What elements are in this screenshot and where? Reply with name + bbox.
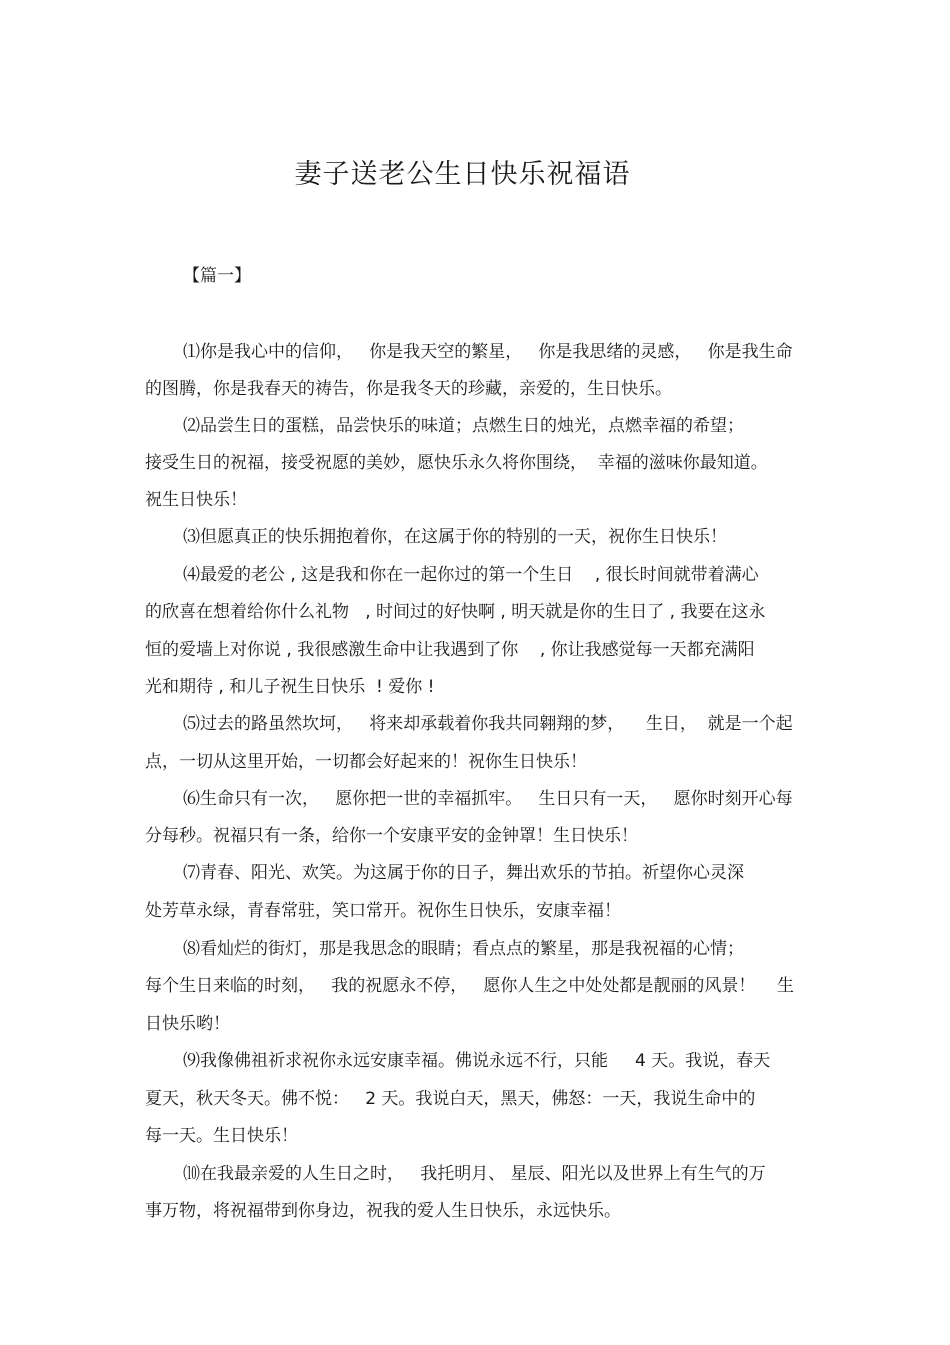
section-label: 【篇一】 bbox=[183, 266, 251, 286]
blessing-1-line-2: 的图腾，你是我春天的祷告，你是我冬天的珍藏，亲爱的，生日快乐。 bbox=[145, 379, 672, 399]
blessing-6-line-1: ⑹生命只有一次， 愿你把一世的幸福抓牢。 生日只有一天， 愿你时刻开心每 bbox=[183, 789, 793, 809]
blessing-2-line-2: 接受生日的祝福，接受祝愿的美妙，愿快乐永久将你围绕， 幸福的滋味你最知道。 bbox=[145, 453, 768, 473]
blessing-4-line-2: 的欣喜在想着给你什么礼物 , 时间过的好快啊 , 明天就是你的生日了 , 我要在这永 bbox=[145, 602, 766, 622]
blessing-5-line-2: 点，一切从这里开始，一切都会好起来的！祝你生日快乐！ bbox=[145, 752, 587, 772]
blessing-4-line-4: 光和期待 , 和儿子祝生日快乐 ! 爱你 ! bbox=[145, 677, 435, 697]
blessing-7-line-2: 处芳草永绿，青春常驻，笑口常开。祝你生日快乐，安康幸福！ bbox=[145, 901, 621, 921]
blessing-2-line-1: ⑵品尝生日的蛋糕，品尝快乐的味道；点燃生日的烛光，点燃幸福的希望； bbox=[183, 416, 744, 436]
blessing-9-line-2: 夏天，秋天冬天。佛不悦： 2 天。我说白天，黑天，佛怒：一天，我说生命中的 bbox=[145, 1089, 756, 1109]
blessing-2-line-3: 祝生日快乐！ bbox=[145, 490, 247, 510]
blessing-8-line-1: ⑻看灿烂的街灯，那是我思念的眼睛；看点点的繁星，那是我祝福的心情； bbox=[183, 939, 744, 959]
blessing-8-line-2: 每个生日来临的时刻， 我的祝愿永不停， 愿你人生之中处处都是靓丽的风景！ 生 bbox=[145, 976, 795, 996]
blessing-9-line-1: ⑼我像佛祖祈求祝你永远安康幸福。佛说永远不行，只能 4 天。我说，春天 bbox=[183, 1051, 771, 1071]
blessing-7-line-1: ⑺青春、阳光、欢笑。为这属于你的日子，舞出欢乐的节拍。祈望你心灵深 bbox=[183, 863, 744, 883]
blessing-3-line-1: ⑶但愿真正的快乐拥抱着你，在这属于你的特别的一天，祝你生日快乐！ bbox=[183, 527, 727, 547]
blessing-6-line-2: 分每秒。祝福只有一条，给你一个安康平安的金钟罩！生日快乐！ bbox=[145, 826, 638, 846]
blessing-10-line-1: ⑽在我最亲爱的人生日之时， 我托明月、 星辰、阳光以及世界上有生气的万 bbox=[183, 1164, 766, 1184]
blessing-5-line-1: ⑸过去的路虽然坎坷， 将来却承载着你我共同翱翔的梦， 生日， 就是一个起 bbox=[183, 714, 793, 734]
blessing-8-line-3: 日快乐哟！ bbox=[145, 1014, 230, 1034]
blessing-9-line-3: 每一天。生日快乐！ bbox=[145, 1126, 298, 1146]
blessing-10-line-2: 事万物，将祝福带到你身边，祝我的爱人生日快乐，永远快乐。 bbox=[145, 1201, 621, 1221]
page-title: 妻子送老公生日快乐祝福语 bbox=[294, 159, 631, 190]
blessing-4-line-3: 恒的爱墙上对你说 , 我很感激生命中让我遇到了你 , 你让我感觉每一天都充满阳 bbox=[145, 640, 755, 660]
blessing-1-line-1: ⑴你是我心中的信仰， 你是我天空的繁星， 你是我思绪的灵感， 你是我生命 bbox=[183, 342, 793, 362]
blessing-4-line-1: ⑷最爱的老公 , 这是我和你在一起你过的第一个生日 , 很长时间就带着满心 bbox=[183, 565, 759, 585]
